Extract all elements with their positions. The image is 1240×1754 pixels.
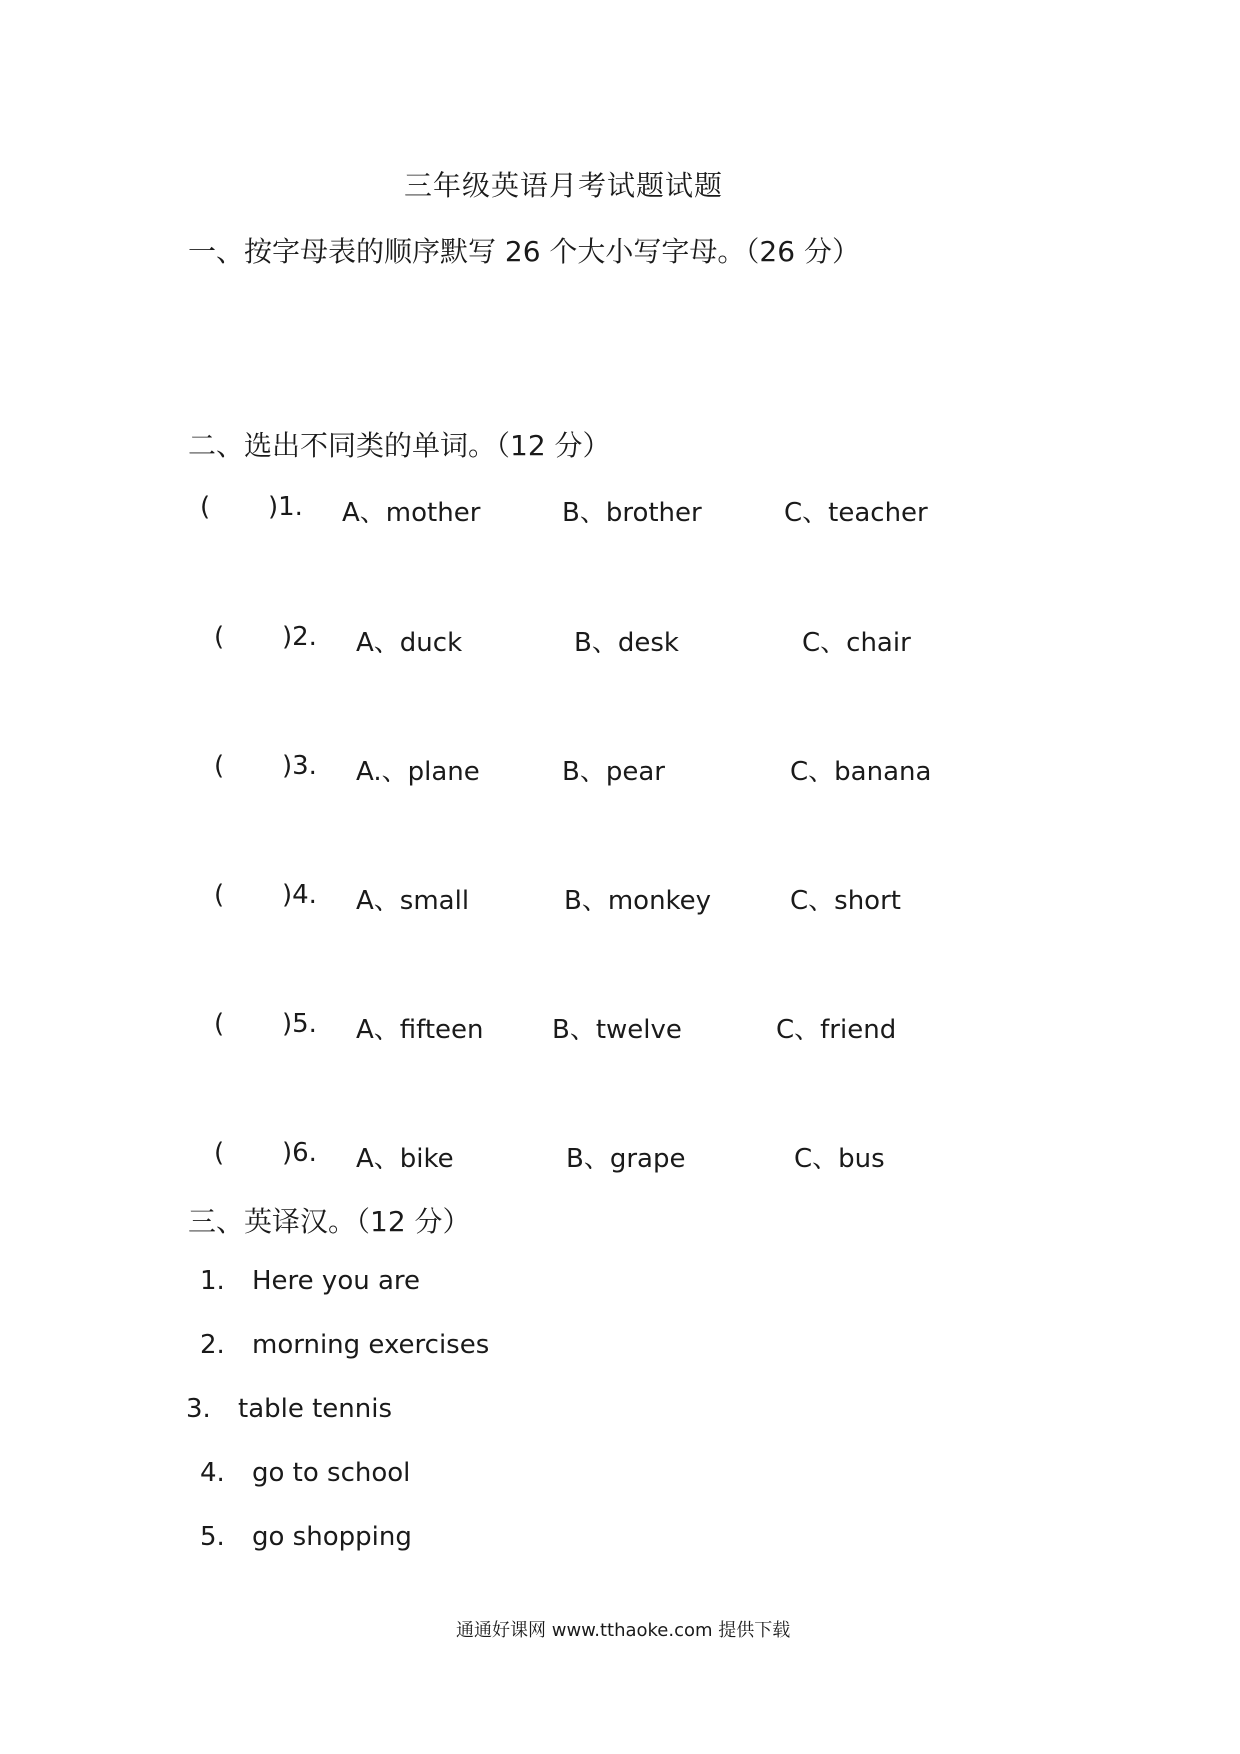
item-number: 2. xyxy=(200,1330,225,1360)
item-text: Here you are xyxy=(252,1266,421,1296)
option-c: C、banana xyxy=(790,757,932,787)
question-number: )3. xyxy=(282,751,317,781)
item-text: morning exercises xyxy=(252,1330,490,1360)
option-b: B、pear xyxy=(562,757,665,787)
option-b: B、grape xyxy=(566,1144,686,1174)
option-c: C、short xyxy=(790,886,901,916)
question-number: )4. xyxy=(282,880,317,910)
answer-bracket-open: ( xyxy=(214,1009,225,1039)
option-c: C、bus xyxy=(794,1144,885,1174)
item-text: table tennis xyxy=(238,1394,393,1424)
question-number: )6. xyxy=(282,1138,317,1168)
item-number: 4. xyxy=(200,1458,225,1488)
option-b: B、brother xyxy=(562,498,702,528)
option-c: C、teacher xyxy=(784,498,928,528)
answer-bracket-open: ( xyxy=(214,1138,225,1168)
item-number: 3. xyxy=(186,1394,211,1424)
option-a: A、bike xyxy=(356,1144,454,1174)
option-b: B、monkey xyxy=(564,886,712,916)
option-b: B、desk xyxy=(574,628,679,658)
item-number: 5. xyxy=(200,1522,225,1552)
option-b: B、twelve xyxy=(552,1015,682,1045)
option-a: A、duck xyxy=(356,628,463,658)
option-a: A、fiftеen xyxy=(356,1015,484,1045)
item-text: go shopping xyxy=(252,1522,412,1552)
option-c: C、chair xyxy=(802,628,911,658)
option-a: A.、plane xyxy=(356,757,480,787)
item-number: 1. xyxy=(200,1266,225,1296)
answer-bracket-open: ( xyxy=(214,880,225,910)
section-3-heading: 三、英译汉。（12 分） xyxy=(188,1205,471,1238)
question-number: )1. xyxy=(268,492,303,522)
option-a: A、mother xyxy=(342,498,481,528)
option-c: C、friend xyxy=(776,1015,897,1045)
section-2-heading: 二、选出不同类的单词。（12 分） xyxy=(188,429,611,462)
answer-bracket-open: ( xyxy=(214,622,225,652)
question-number: )2. xyxy=(282,622,317,652)
option-a: A、small xyxy=(356,886,470,916)
item-text: go to school xyxy=(252,1458,411,1488)
answer-bracket-open: ( xyxy=(214,751,225,781)
section-1-heading: 一、按字母表的顺序默写 26 个大小写字母。（26 分） xyxy=(188,235,860,268)
answer-bracket-open: ( xyxy=(200,492,211,522)
page-title: 三年级英语月考试题试题 xyxy=(404,169,724,202)
question-number: )5. xyxy=(282,1009,317,1039)
page-footer: 通通好课网 www.tthaoke.com 提供下载 xyxy=(456,1620,791,1641)
